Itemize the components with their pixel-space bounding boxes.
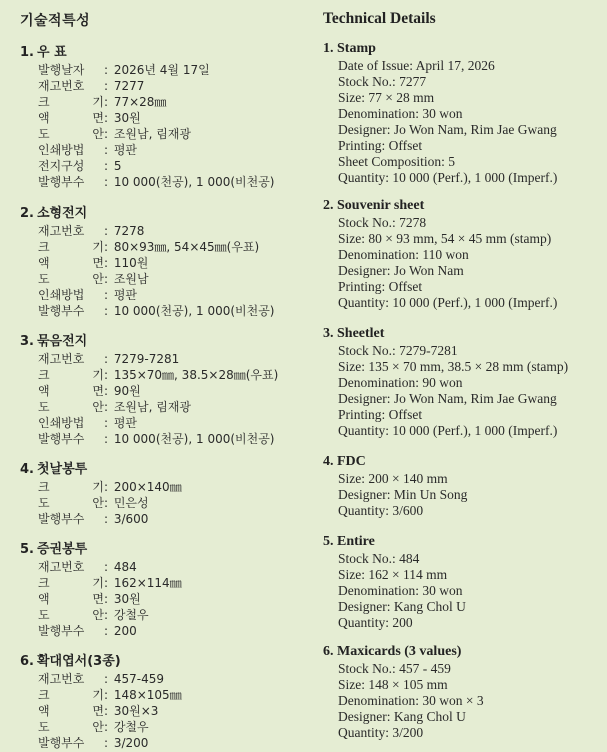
ko-section-heading bbox=[20, 205, 275, 223]
en-line: Designer: Jo Won Nam, Rim Jae Gwang bbox=[338, 391, 557, 406]
ko-row-value: 조원남, 림재광 bbox=[113, 127, 192, 141]
ko-row-value: 5 bbox=[113, 159, 122, 173]
ko-row-label: 크 기 bbox=[38, 480, 104, 494]
ko-row-value: 110원 bbox=[113, 256, 149, 270]
ko-section-title: 확대엽서(3종) bbox=[37, 654, 121, 669]
ko-row-label: 발행날자 bbox=[38, 63, 85, 77]
ko-row: 크 기: 135×70㎜, 38.5×28㎜(우표) bbox=[38, 368, 279, 382]
en-line: Printing: Offset bbox=[338, 138, 423, 153]
ko-row-label: 재고번호 bbox=[38, 224, 85, 238]
ko-row-label: 액 면 bbox=[38, 384, 104, 398]
ko-row-value: 10 000(천공), 1 000(비천공) bbox=[113, 175, 275, 189]
en-section-number: 1. bbox=[323, 41, 334, 56]
ko-section-heading bbox=[20, 461, 182, 479]
ko-row-label: 액 면 bbox=[38, 256, 104, 270]
ko-section-number: 6. bbox=[20, 654, 34, 669]
en-line: Denomination: 30 won bbox=[338, 583, 463, 598]
en-line: Size: 80 × 93 mm, 54 × 45 mm (stamp) bbox=[338, 231, 552, 246]
en-section-number: 6. bbox=[323, 644, 334, 659]
en-section-sheetlet bbox=[323, 325, 568, 439]
ko-row-label: 인쇄방법 bbox=[38, 416, 85, 430]
ko-row: 인쇄방법 : 평판 bbox=[38, 143, 138, 157]
en-section-fdc bbox=[323, 453, 467, 519]
ko-section-heading bbox=[20, 333, 278, 351]
ko-row-label: 액 면 bbox=[38, 704, 104, 718]
ko-row-value: 평판 bbox=[113, 288, 138, 302]
ko-row: 액 면: 30원 bbox=[38, 592, 141, 606]
ko-row: 도 안: 강철우 bbox=[38, 608, 149, 622]
ko-row-label: 도 안 bbox=[38, 127, 104, 141]
ko-section-title: 소형전지 bbox=[37, 206, 88, 221]
en-line: Quantity: 10 000 (Perf.), 1 000 (Imperf.) bbox=[338, 423, 558, 438]
ko-row: 발행부수 : 3/200 bbox=[38, 736, 149, 750]
ko-row-value: 조원남, 림재광 bbox=[113, 400, 192, 414]
en-line: Stock No.: 484 bbox=[338, 551, 420, 566]
ko-row-value: 484 bbox=[113, 560, 137, 574]
ko-row-label: 도 안 bbox=[38, 496, 104, 510]
ko-row-label: 도 안 bbox=[38, 400, 104, 414]
ko-row-label: 발행부수 bbox=[38, 736, 85, 750]
ko-row-label: 재고번호 bbox=[38, 560, 85, 574]
ko-row-value: 457-459 bbox=[113, 672, 164, 686]
ko-row-value: 7278 bbox=[113, 224, 145, 238]
english-title: Technical Details bbox=[323, 10, 436, 27]
ko-row-value: 민은성 bbox=[113, 496, 149, 510]
ko-row: 액 면: 30원 bbox=[38, 111, 141, 125]
en-section-title: Sheetlet bbox=[337, 326, 385, 341]
ko-row-label: 전지구성 bbox=[38, 159, 85, 173]
en-section-title: Maxicards (3 values) bbox=[337, 644, 462, 659]
ko-row: 크 기: 80×93㎜, 54×45㎜(우표) bbox=[38, 240, 260, 254]
en-line: Printing: Offset bbox=[338, 407, 423, 422]
ko-row: 인쇄방법 : 평판 bbox=[38, 288, 138, 302]
ko-row: 재고번호 : 7279-7281 bbox=[38, 352, 180, 366]
en-section-maxicards bbox=[323, 643, 484, 741]
ko-section-title: 증권봉투 bbox=[37, 542, 88, 557]
en-section-heading bbox=[323, 533, 466, 551]
korean-title: 기술적특성 bbox=[20, 13, 91, 29]
en-section-number: 4. bbox=[323, 454, 334, 469]
ko-section-number: 4. bbox=[20, 462, 34, 477]
ko-row-value: 30원 bbox=[113, 111, 141, 125]
ko-section-number: 2. bbox=[20, 206, 34, 221]
en-line: Quantity: 10 000 (Perf.), 1 000 (Imperf.) bbox=[338, 170, 558, 185]
ko-row-label: 재고번호 bbox=[38, 79, 85, 93]
en-line: Stock No.: 7277 bbox=[338, 74, 427, 89]
en-section-title: Stamp bbox=[337, 41, 376, 56]
en-section-souvenir-sheet bbox=[323, 197, 557, 311]
ko-row-value: 30원×3 bbox=[113, 704, 159, 718]
ko-row: 발행부수 : 3/600 bbox=[38, 512, 149, 526]
ko-section-title: 첫날봉투 bbox=[37, 462, 88, 477]
en-line: Denomination: 90 won bbox=[338, 375, 463, 390]
ko-section-heading bbox=[20, 541, 182, 559]
ko-row: 크 기: 162×114㎜ bbox=[38, 576, 182, 590]
ko-row: 재고번호 : 484 bbox=[38, 560, 137, 574]
en-line: Designer: Kang Chol U bbox=[338, 709, 466, 724]
ko-row: 액 면: 30원×3 bbox=[38, 704, 159, 718]
ko-row: 크 기: 200×140㎜ bbox=[38, 480, 182, 494]
ko-row-value: 135×70㎜, 38.5×28㎜(우표) bbox=[113, 368, 279, 382]
ko-row: 발행날자 : 2026년 4월 17일 bbox=[38, 63, 210, 77]
en-section-heading bbox=[323, 643, 484, 661]
ko-row-label: 인쇄방법 bbox=[38, 288, 85, 302]
ko-row-value: 7279-7281 bbox=[113, 352, 180, 366]
ko-row-value: 평판 bbox=[113, 143, 138, 157]
en-section-heading bbox=[323, 40, 557, 58]
ko-row-value: 강철우 bbox=[113, 720, 149, 734]
ko-row: 도 안: 민은성 bbox=[38, 496, 149, 510]
ko-section-title: 묶음전지 bbox=[37, 334, 88, 349]
ko-section-fdc bbox=[20, 461, 182, 527]
en-section-heading bbox=[323, 453, 467, 471]
en-section-entire bbox=[323, 533, 466, 631]
ko-row: 전지구성 : 5 bbox=[38, 159, 122, 173]
ko-section-number: 3. bbox=[20, 334, 34, 349]
ko-row-value: 10 000(천공), 1 000(비천공) bbox=[113, 304, 275, 318]
en-line: Printing: Offset bbox=[338, 279, 423, 294]
ko-row-value: 강철우 bbox=[113, 608, 149, 622]
ko-section-souvenir-sheet bbox=[20, 205, 275, 319]
ko-row-value: 148×105㎜ bbox=[113, 688, 182, 702]
ko-row-label: 인쇄방법 bbox=[38, 143, 85, 157]
en-line: Denomination: 30 won × 3 bbox=[338, 693, 484, 708]
ko-section-entire bbox=[20, 541, 182, 639]
ko-row: 도 안: 조원남, 림재광 bbox=[38, 127, 192, 141]
ko-section-stamp bbox=[20, 44, 275, 190]
ko-row: 인쇄방법 : 평판 bbox=[38, 416, 138, 430]
ko-row-label: 액 면 bbox=[38, 592, 104, 606]
en-section-title: FDC bbox=[337, 454, 366, 469]
ko-row-value: 90원 bbox=[113, 384, 141, 398]
ko-row-value: 200×140㎜ bbox=[113, 480, 182, 494]
ko-row: 크 기: 148×105㎜ bbox=[38, 688, 182, 702]
ko-section-heading bbox=[20, 44, 275, 62]
ko-row: 도 안: 조원남 bbox=[38, 272, 149, 286]
ko-row: 도 안: 강철우 bbox=[38, 720, 149, 734]
ko-row: 액 면: 110원 bbox=[38, 256, 149, 270]
en-line: Designer: Min Un Song bbox=[338, 487, 468, 502]
ko-row: 크 기: 77×28㎜ bbox=[38, 95, 167, 109]
en-section-title: Entire bbox=[337, 534, 375, 549]
en-section-number: 2. bbox=[323, 198, 334, 213]
ko-row-label: 액 면 bbox=[38, 111, 104, 125]
ko-row-value: 80×93㎜, 54×45㎜(우표) bbox=[113, 240, 260, 254]
ko-row-label: 크 기 bbox=[38, 688, 104, 702]
ko-row: 발행부수 : 10 000(천공), 1 000(비천공) bbox=[38, 175, 275, 189]
ko-row-value: 3/200 bbox=[113, 736, 149, 750]
ko-row-label: 재고번호 bbox=[38, 672, 85, 686]
en-line: Quantity: 10 000 (Perf.), 1 000 (Imperf.) bbox=[338, 295, 558, 310]
ko-row-label: 발행부수 bbox=[38, 432, 85, 446]
en-line: Stock No.: 7278 bbox=[338, 215, 427, 230]
en-section-number: 3. bbox=[323, 326, 334, 341]
en-line: Date of Issue: April 17, 2026 bbox=[338, 58, 495, 73]
ko-row: 액 면: 90원 bbox=[38, 384, 141, 398]
ko-row-value: 30원 bbox=[113, 592, 141, 606]
en-line: Size: 77 × 28 mm bbox=[338, 90, 435, 105]
ko-row-value: 77×28㎜ bbox=[113, 95, 167, 109]
ko-section-number: 1. bbox=[20, 45, 34, 60]
en-section-number: 5. bbox=[323, 534, 334, 549]
en-line: Quantity: 3/600 bbox=[338, 503, 424, 518]
ko-row-value: 2026년 4월 17일 bbox=[113, 63, 210, 77]
ko-row-value: 평판 bbox=[113, 416, 138, 430]
ko-row-value: 10 000(천공), 1 000(비천공) bbox=[113, 432, 275, 446]
ko-row-label: 크 기 bbox=[38, 95, 104, 109]
en-line: Designer: Jo Won Nam bbox=[338, 263, 464, 278]
ko-section-maxicards bbox=[20, 653, 182, 751]
ko-row-label: 발행부수 bbox=[38, 512, 85, 526]
ko-row: 발행부수 : 10 000(천공), 1 000(비천공) bbox=[38, 432, 275, 446]
ko-row-label: 도 안 bbox=[38, 272, 104, 286]
en-line: Denomination: 110 won bbox=[338, 247, 469, 262]
en-line: Quantity: 200 bbox=[338, 615, 413, 630]
ko-row-label: 발행부수 bbox=[38, 175, 85, 189]
ko-row-value: 조원남 bbox=[113, 272, 149, 286]
ko-row: 재고번호 : 7277 bbox=[38, 79, 145, 93]
ko-row: 발행부수 : 10 000(천공), 1 000(비천공) bbox=[38, 304, 275, 318]
en-line: Size: 148 × 105 mm bbox=[338, 677, 448, 692]
ko-row-label: 발행부수 bbox=[38, 304, 85, 318]
ko-row-label: 도 안 bbox=[38, 720, 104, 734]
en-line: Size: 135 × 70 mm, 38.5 × 28 mm (stamp) bbox=[338, 359, 569, 374]
ko-row-value: 3/600 bbox=[113, 512, 149, 526]
ko-row: 재고번호 : 7278 bbox=[38, 224, 145, 238]
en-line: Stock No.: 7279-7281 bbox=[338, 343, 458, 358]
en-line: Quantity: 3/200 bbox=[338, 725, 424, 740]
en-line: Designer: Kang Chol U bbox=[338, 599, 466, 614]
ko-row-value: 162×114㎜ bbox=[113, 576, 182, 590]
ko-row-label: 크 기 bbox=[38, 240, 104, 254]
ko-row-value: 200 bbox=[113, 624, 137, 638]
en-section-title: Souvenir sheet bbox=[337, 198, 425, 213]
ko-row: 도 안: 조원남, 림재광 bbox=[38, 400, 192, 414]
en-section-heading bbox=[323, 325, 568, 343]
ko-section-number: 5. bbox=[20, 542, 34, 557]
en-section-heading bbox=[323, 197, 557, 215]
en-line: Denomination: 30 won bbox=[338, 106, 463, 121]
en-line: Size: 162 × 114 mm bbox=[338, 567, 448, 582]
ko-row-label: 크 기 bbox=[38, 368, 104, 382]
ko-row-value: 7277 bbox=[113, 79, 145, 93]
en-line: Stock No.: 457 - 459 bbox=[338, 661, 451, 676]
en-line: Size: 200 × 140 mm bbox=[338, 471, 448, 486]
ko-section-title: 우 표 bbox=[37, 45, 67, 60]
en-section-stamp bbox=[323, 40, 557, 186]
ko-row-label: 발행부수 bbox=[38, 624, 85, 638]
en-line: Designer: Jo Won Nam, Rim Jae Gwang bbox=[338, 122, 557, 137]
ko-section-sheetlet bbox=[20, 333, 278, 447]
ko-row: 재고번호 : 457-459 bbox=[38, 672, 164, 686]
en-line: Sheet Composition: 5 bbox=[338, 154, 456, 169]
ko-section-heading bbox=[20, 653, 182, 671]
ko-row: 발행부수 : 200 bbox=[38, 624, 137, 638]
ko-row-label: 도 안 bbox=[38, 608, 104, 622]
ko-row-label: 재고번호 bbox=[38, 352, 85, 366]
ko-row-label: 크 기 bbox=[38, 576, 104, 590]
